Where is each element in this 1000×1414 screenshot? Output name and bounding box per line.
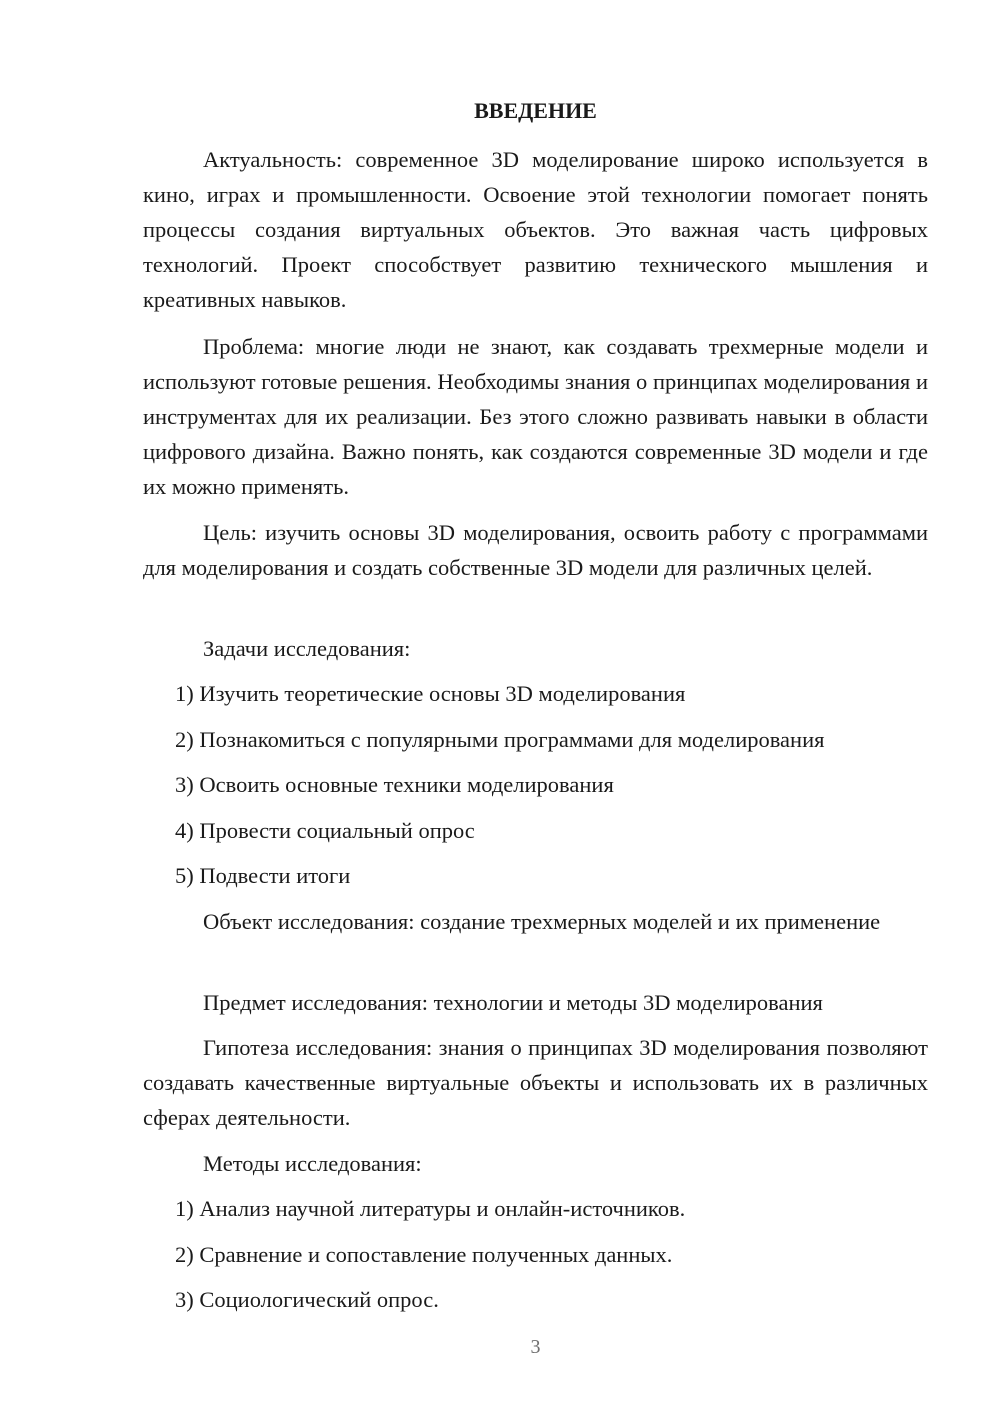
goal-paragraph: Цель: изучить основы 3D моделирования, освоить работу с программами для моделирования и создать собственные 3D модели для различных целей. xyxy=(143,520,928,580)
tasks-heading: Задачи исследования: xyxy=(203,636,411,661)
hypothesis-paragraph: Гипотеза исследования: знания о принципах 3D моделирования позволяют создавать качественные виртуальные объекты и использовать их в различных сферах деятельности. xyxy=(143,1035,928,1130)
relevance-paragraph: Актуальность: современное 3D моделирование широко используется в кино, играх и промышленности. Освоение этой технологии помогает понять процессы создания виртуальных объектов. Это важная часть цифровых технологий. Проект способствует развитию технического мышления и креативных навыков. xyxy=(143,147,928,312)
task-item: 2) Познакомиться с популярными программами для моделирования xyxy=(175,727,825,752)
task-item: 1) Изучить теоретические основы 3D моделирования xyxy=(175,681,686,706)
page-number: 3 xyxy=(530,1336,541,1358)
method-item: 2) Сравнение и сопоставление полученных данных. xyxy=(175,1242,673,1267)
task-item: 3) Освоить основные техники моделирования xyxy=(175,772,614,797)
page-title: ВВЕДЕНИЕ xyxy=(474,98,597,123)
method-item: 1) Анализ научной литературы и онлайн-источников. xyxy=(175,1196,686,1221)
subject-paragraph: Предмет исследования: технологии и методы 3D моделирования xyxy=(203,990,823,1015)
methods-heading: Методы исследования: xyxy=(203,1151,422,1176)
problem-paragraph: Проблема: многие люди не знают, как создавать трехмерные модели и используют готовые решения. Необходимы знания о принципах моделирования и инструментах для их реализации. Без этого сложно развивать навыки в области цифрового дизайна. Важно понять, как создаются современные 3D модели и где их можно применять. xyxy=(143,334,928,499)
task-item: 5) Подвести итоги xyxy=(175,863,351,888)
task-item: 4) Провести социальный опрос xyxy=(175,818,475,843)
object-paragraph: Объект исследования: создание трехмерных моделей и их применение xyxy=(203,909,881,934)
method-item: 3) Социологический опрос. xyxy=(175,1287,439,1312)
